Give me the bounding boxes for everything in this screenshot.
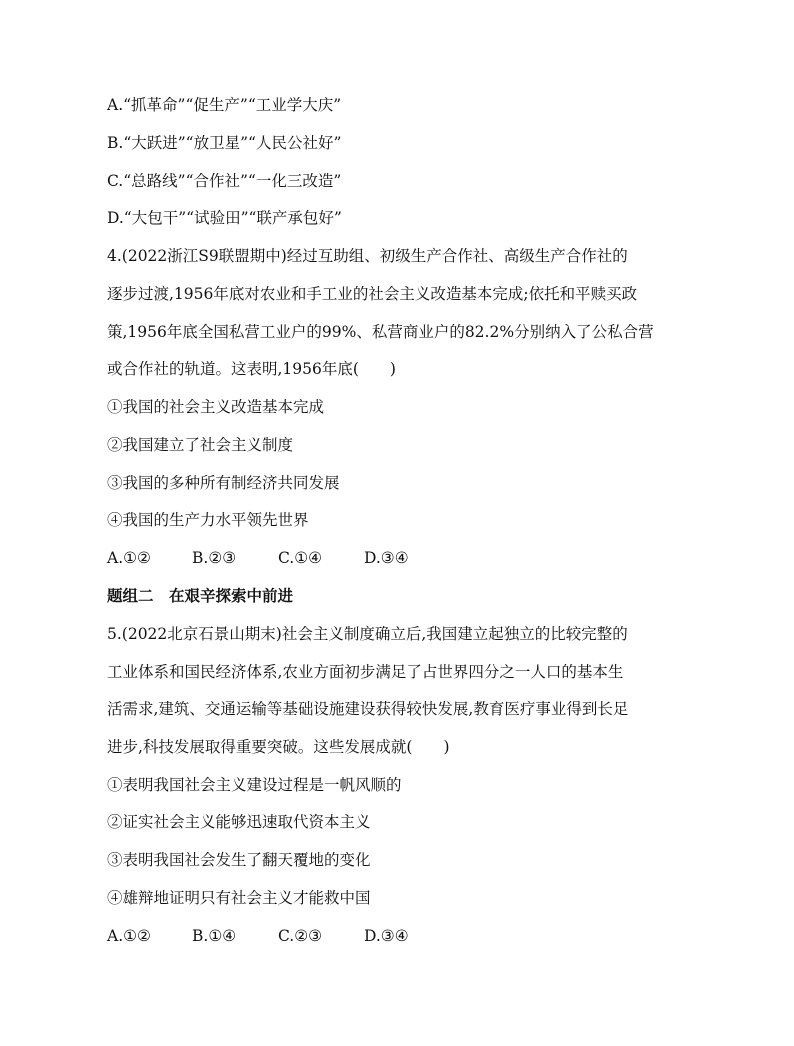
q5-statement-3: ③表明我国社会发生了翻天覆地的变化 [107,851,371,869]
q3-option-d: D.“大包干”“试验田”“联产承包好” [107,209,342,227]
q5-stem-line-1: 5.(2022北京石景山期末)社会主义制度确立后,我国建立起独立的比较完整的 [107,625,628,643]
q5-stem-line-4: 进步,科技发展取得重要突破。这些发展成就( ) [107,738,450,756]
q3-option-b: B.“大跃进”“放卫星”“人民公社好” [107,134,342,152]
q5-choices [107,926,409,946]
q5-choice-d: D.③④ [364,927,409,945]
q5-statement-4: ④雄辩地证明只有社会主义才能救中国 [107,889,371,907]
q5-statement-1: ①表明我国社会主义建设过程是一帆风顺的 [107,776,402,794]
q3-option-c: C.“总路线”“合作社”“一化三改造” [107,172,342,190]
q4-choice-a: A.①② [107,549,151,567]
q4-statement-2: ②我国建立了社会主义制度 [107,436,294,454]
q3-option-a: A.“抓革命”“促生产”“工业学大庆” [107,96,342,114]
q5-choice-c: C.②③ [278,927,323,945]
q4-choices [107,548,409,568]
q5-choice-b: B.①④ [192,927,237,945]
q5-stem-line-2: 工业体系和国民经济体系,农业方面初步满足了占世界四分之一人口的基本生 [107,663,624,681]
q5-stem-line-3: 活需求,建筑、交通运输等基础设施建设获得较快发展,教育医疗事业得到长足 [107,700,629,718]
q4-statement-1: ①我国的社会主义改造基本完成 [107,398,325,416]
section-title: 题组二 在艰辛探索中前进 [107,587,294,605]
q4-stem-line-3: 策,1956年底全国私营工业户的99%、私营商业户的82.2%分别纳入了公私合营 [107,323,654,341]
q4-stem-line-2: 逐步过渡,1956年底对农业和手工业的社会主义改造基本完成;依托和平赎买政 [107,285,638,303]
q5-statement-2: ②证实社会主义能够迅速取代资本主义 [107,813,371,831]
q4-statement-4: ④我国的生产力水平领先世界 [107,511,309,529]
q4-choice-b: B.②③ [192,549,237,567]
q4-choice-d: D.③④ [364,549,409,567]
q4-statement-3: ③我国的多种所有制经济共同发展 [107,474,340,492]
q4-stem-line-1: 4.(2022浙江S9联盟期中)经过互助组、初级生产合作社、高级生产合作社的 [107,247,628,265]
q5-choice-a: A.①② [107,927,151,945]
q4-stem-line-4: 或合作社的轨道。这表明,1956年底( ) [107,360,396,378]
q4-choice-c: C.①④ [278,549,323,567]
